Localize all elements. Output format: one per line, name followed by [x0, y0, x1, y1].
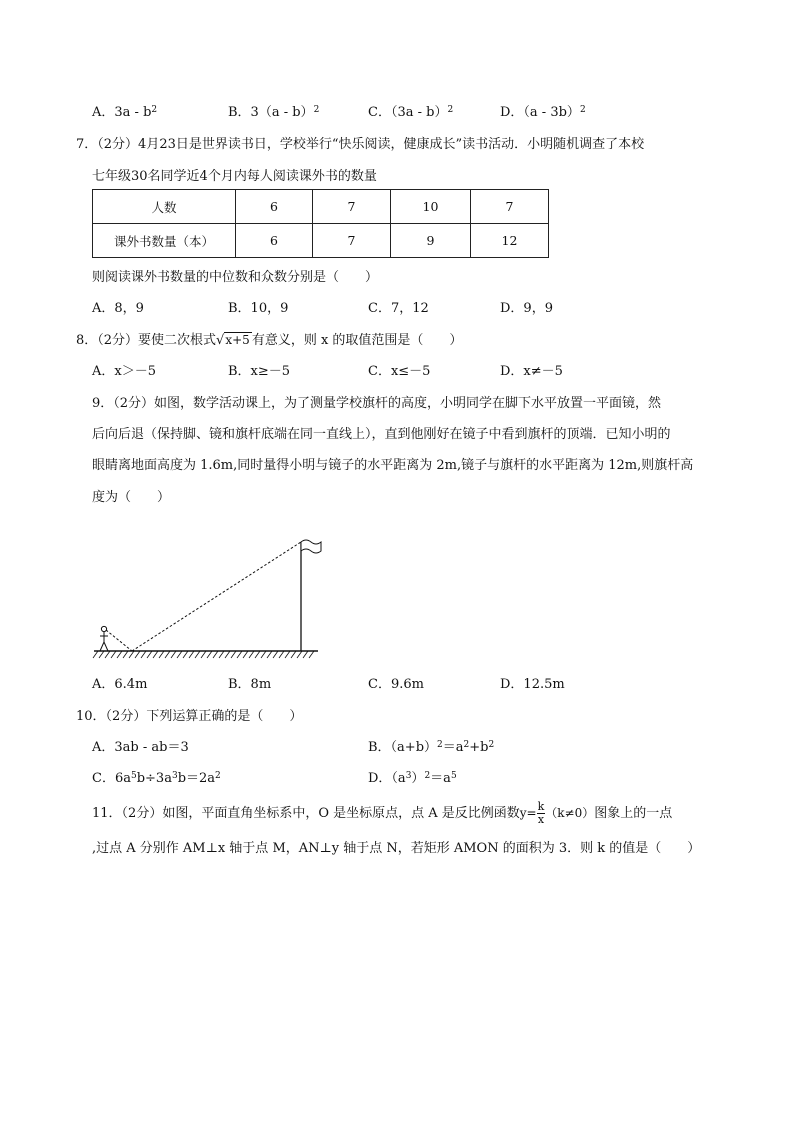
q10-option-d: D．$(a^3)^2=a^5$ — [368, 771, 457, 786]
q10-option-a: A．3ab - ab＝3 — [92, 740, 189, 755]
q8-option-d: D．x≠－5 — [500, 364, 563, 379]
table-cell: 9 — [391, 224, 471, 258]
q6-option-d: D．（a - 3b）$^2$ — [500, 105, 586, 120]
q7-followup: 则阅读课外书数量的中位数和众数分别是（ ） — [92, 270, 379, 285]
table-cell: 7 — [313, 224, 391, 258]
radical-sign-icon: √ — [216, 333, 225, 348]
q9-stem-line3: 眼睛离地面高度为 1.6m,同时量得小明与镜子的水平距离为 2m,镜子与旗杆的水平距离为 12m,则旗杆高 — [92, 458, 694, 473]
table-row — [93, 224, 549, 258]
fraction-k-over-x: $\frac{k}{x}$ — [537, 800, 545, 826]
q9-stem-line1: 9．（2分）如图，数学活动课上，为了测量学校旗杆的高度，小明同学在脚下水平放置一平面镜，然 — [92, 396, 662, 411]
q8-option-a: A．x＞－5 — [92, 364, 156, 379]
q7-option-c: C．7，12 — [368, 301, 429, 316]
table-cell: 6 — [236, 224, 313, 258]
table-cell: 课外书数量（本） — [93, 224, 236, 258]
q9-figure — [90, 532, 330, 664]
q10-option-c: C．$6a^5b\div 3a^3b=2a^2$ — [92, 771, 221, 786]
q7-stem-line1: 7．（2分）4月23日是世界读书日，学校举行“快乐阅读，健康成长”读书活动．小明随机调查了本校 — [76, 137, 645, 152]
table-cell: 人数 — [93, 190, 236, 224]
q8-option-b: B．x≥－5 — [228, 364, 291, 379]
table-cell: 7 — [471, 190, 549, 224]
q8-stem — [76, 329, 462, 348]
q7-option-d: D．9，9 — [500, 301, 553, 316]
table-cell: 7 — [313, 190, 391, 224]
q8-option-c: C．x≤－5 — [368, 364, 431, 379]
sight-lines — [106, 542, 301, 651]
q10-option-b: B．$(a+b)^2=a^2+b^2$ — [368, 740, 495, 755]
table-cell: 6 — [236, 190, 313, 224]
q6-option-a: A．$3a - b^2$ — [92, 105, 158, 120]
q9-stem-line2: 后向后退（保持脚、镜和旗杆底端在同一直线上），直到他刚好在镜子中看到旗杆的顶端．已知小明的 — [92, 427, 671, 442]
q7-option-b: B．10，9 — [228, 301, 289, 316]
q9-option-c: C．9.6m — [368, 677, 424, 692]
q6-option-b: B．3（a - b）$^2$ — [228, 105, 320, 120]
q6-option-c: C．（3a - b）$^2$ — [368, 105, 454, 120]
q7-data-table — [92, 189, 549, 258]
q10-stem: 10．（2分）下列运算正确的是（ ） — [76, 709, 303, 724]
flagpole-icon — [301, 540, 321, 651]
q11-stem-line2: ,过点 A 分别作 AM⊥x 轴于点 M，AN⊥y 轴于点 N，若矩形 AMON 的面积为 3．则 k 的值是（ ） — [92, 841, 701, 856]
q9-stem-line4: 度为（ ） — [92, 490, 171, 505]
q9-option-b: B．8m — [228, 677, 272, 692]
q11-stem-line1: 11．（2分）如图，平面直角坐标系中，O 是坐标原点，点 A 是反比例函数y= $\frac{k}{x}$ （k≠0）图象上的一点 — [92, 800, 673, 826]
table-cell: 10 — [391, 190, 471, 224]
q7-option-a: A．8，9 — [92, 301, 144, 316]
q7-stem-line2: 七年级30名同学近4个月内每人阅读课外书的数量 — [92, 169, 377, 184]
q8-stem-prefix: 8．（2分）要使二次根式 — [76, 333, 217, 348]
q8-stem-suffix: 有意义，则 x 的取值范围是（ ） — [251, 333, 463, 348]
table-row — [93, 190, 549, 224]
q8-radicand: x+5 — [225, 333, 250, 347]
q9-option-d: D．12.5m — [500, 677, 565, 692]
q9-option-a: A．6.4m — [92, 677, 148, 692]
table-cell: 12 — [471, 224, 549, 258]
ground-line — [93, 651, 318, 658]
